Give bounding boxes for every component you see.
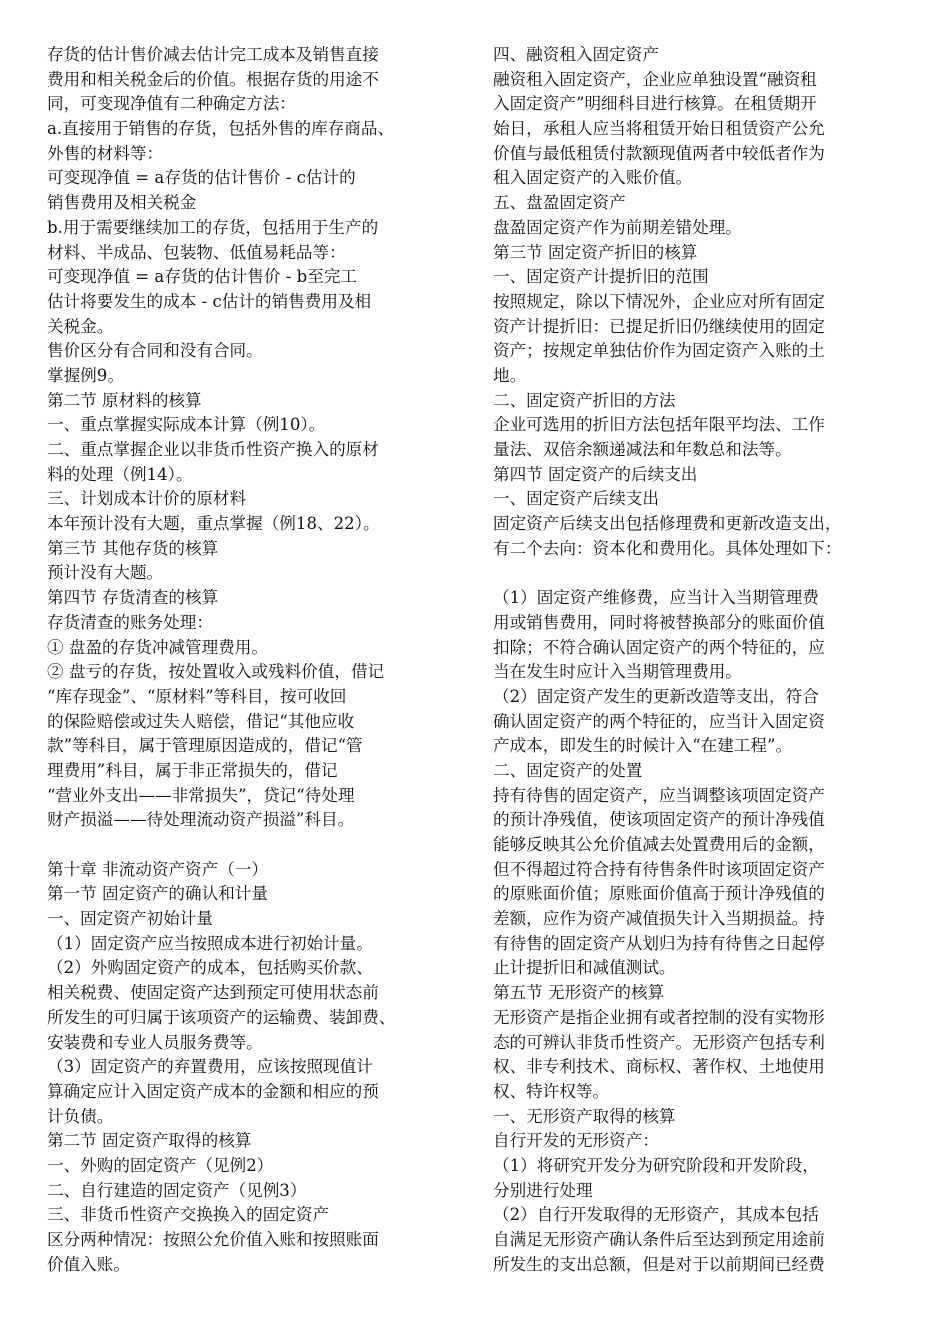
right-column-line: （2）自行开发取得的无形资产，其成本包括	[493, 1205, 819, 1225]
right-column-line: 有待售的固定资产从划归为持有待售之日起停	[493, 933, 825, 953]
right-column-line: 确认固定资产的两个特征的，应当计入固定资	[493, 711, 825, 731]
left-column-line: 二、重点掌握企业以非货币性资产换入的原材	[47, 440, 379, 459]
right-column-line: 能够反映其公允价值减去处置费用后的金额，	[493, 835, 825, 854]
left-column-line: 所发生的可归属于该项资产的运输费、装卸费、	[47, 1007, 396, 1027]
left-text-column	[47, 43, 467, 1277]
right-column-line: 四、融资租入固定资产	[493, 45, 659, 64]
left-column-line: 安装费和专业人员服务费等。	[47, 1032, 263, 1052]
left-column-line: 存货的估计售价减去估计完工成本及销售直接	[47, 45, 379, 64]
right-column-line: 但不得超过符合持有待售条件时该项固定资产	[493, 859, 825, 879]
left-column-line: 三、非货币性资产交换换入的固定资产	[47, 1205, 330, 1225]
left-column-line: （2）外购固定资产的成本，包括购买价款、	[47, 958, 373, 978]
left-column-line: 财产损溢——待处理流动资产损溢”科目。	[47, 810, 355, 830]
right-column-line: 权、特许权等。	[493, 1081, 610, 1101]
left-column-line: “营业外支出——非常损失”，贷记“待处理	[47, 785, 355, 805]
right-column-line: 差额，应作为资产减值损失计入当期损益。持	[493, 909, 825, 929]
left-column-line: 外售的材料等：	[47, 143, 164, 163]
right-column-line: 二、固定资产折旧的方法	[493, 390, 676, 410]
left-column-line: 相关税费、使固定资产达到预定可使用状态前	[47, 983, 379, 1003]
left-column-line: 的保险赔偿或过失人赔偿，借记“其他应收	[47, 711, 355, 731]
left-column-line: a.直接用于销售的存货，包括外售的库存商品、	[47, 119, 395, 139]
right-column-line: 五、盘盈固定资产	[493, 193, 626, 213]
left-column-line: 存货清查的账务处理：	[47, 612, 213, 632]
left-column-line: （1）固定资产应当按照成本进行初始计量。	[47, 933, 373, 953]
left-column-line: 关税金。	[47, 316, 114, 336]
left-column-line: ② 盘亏的存货，按处置收入或残料价值，借记	[47, 662, 385, 682]
right-column-line: 价值与最低租赁付款额现值两者中较低者作为	[493, 143, 825, 163]
left-column-line: ① 盘盈的存货冲减管理费用。	[47, 637, 268, 657]
left-column-line: 料的处理（例14）。	[47, 464, 193, 484]
left-column-line: 材料、半成品、包装物、低值易耗品等：	[47, 242, 346, 262]
right-column-line: 止计提折旧和减值测试。	[493, 958, 676, 978]
right-column-line: 资产计提折旧：已提足折旧仍继续使用的固定	[493, 316, 825, 336]
left-column-line: 售价区分有合同和没有合同。	[47, 341, 263, 361]
right-column-line: 企业可选用的折旧方法包括年限平均法、工作	[493, 415, 825, 435]
right-column-line: 权、非专利技术、商标权、著作权、土地使用	[493, 1057, 825, 1077]
right-column-line: 产成本，即发生的时候计入“在建工程”。	[493, 736, 793, 756]
left-column-line: 第四节 存货清查的核算	[47, 588, 219, 608]
right-column-line: （1）将研究开发分为研究阶段和开发阶段，	[493, 1155, 819, 1175]
right-column-line: （2）固定资产发生的更新改造等支出，符合	[493, 686, 819, 706]
left-column-line: 理费用”科目，属于非正常损失的，借记	[47, 760, 338, 780]
right-column-line: 当在发生时应计入当期管理费用。	[493, 662, 742, 682]
left-column-line: 销售费用及相关税金	[47, 193, 197, 213]
left-column-line: 一、外购的固定资产（见例2）	[47, 1155, 274, 1175]
left-column-line: 第一节 固定资产的确认和计量	[47, 884, 268, 904]
right-column-line: 固定资产后续支出包括修理费和更新改造支出，	[493, 514, 842, 534]
right-column-line	[493, 561, 913, 586]
left-column-line	[47, 833, 467, 858]
left-column-line: 算确定应计入固定资产成本的金额和相应的预	[47, 1081, 379, 1101]
left-column-line: 掌握例9。	[47, 365, 124, 385]
right-column-line: 一、无形资产取得的核算	[493, 1106, 676, 1126]
left-column-line: 预计没有大题。	[47, 563, 164, 583]
right-column-line: 无形资产是指企业拥有或者控制的没有实物形	[493, 1007, 825, 1027]
right-column-line: 地。	[493, 365, 527, 385]
right-column-line: 的原账面价值；原账面价值高于预计净残值的	[493, 884, 825, 904]
right-column-line: 二、固定资产的处置	[493, 760, 643, 780]
right-column-line: 资产；按规定单独估价作为固定资产入账的土	[493, 341, 825, 361]
right-column-line: 有二个去向：资本化和费用化。具体处理如下：	[493, 538, 842, 558]
right-column-line: 的预计净残值，使该项固定资产的预计净残值	[493, 810, 825, 830]
left-column-line: 一、固定资产初始计量	[47, 909, 213, 929]
left-column-line: 三、计划成本计价的原材料	[47, 489, 247, 509]
right-column-line: 所发生的支出总额，但是对于以前期间已经费	[493, 1254, 825, 1274]
left-column-line: 计负债。	[47, 1106, 114, 1126]
right-column-line: 第三节 固定资产折旧的核算	[493, 242, 698, 262]
left-column-line: 可变现净值 = a存货的估计售价 - c估计的	[47, 168, 356, 188]
left-column-line: 价值入账。	[47, 1254, 130, 1274]
left-column-line: 第三节 其他存货的核算	[47, 538, 219, 558]
left-column-line: 区分两种情况：按照公允价值入账和按照账面	[47, 1230, 379, 1249]
left-column-line: “库存现金”、“原材料”等科目，按可收回	[47, 686, 347, 706]
right-column-line: 租入固定资产的入账价值。	[493, 168, 693, 188]
right-column-line: 入固定资产”明细科目进行核算。在租赁期开	[493, 94, 817, 114]
right-column-line: 量法、双倍余额递减法和年数总和法等。	[493, 440, 792, 459]
right-column-line: 按照规定，除以下情况外，企业应对所有固定	[493, 291, 825, 311]
right-column-line: 一、固定资产计提折旧的范围	[493, 267, 709, 287]
left-column-line: 估计将要发生的成本 - c估计的销售费用及相	[47, 291, 372, 311]
left-column-line: 同，可变现净值有二种确定方法：	[47, 94, 296, 114]
right-column-line: 融资租入固定资产，企业应单独设置“融资租	[493, 69, 817, 89]
right-column-line: 第五节 无形资产的核算	[493, 983, 665, 1003]
left-column-line: b.用于需要继续加工的存货，包括用于生产的	[47, 217, 379, 237]
right-column-line: 始日，承租人应当将租赁开始日租赁资产公允	[493, 119, 825, 139]
left-column-line: 第二节 固定资产取得的核算	[47, 1131, 252, 1151]
left-column-line: 二、自行建造的固定资产（见例3）	[47, 1180, 307, 1200]
left-column-line: 本年预计没有大题，重点掌握（例18、22）。	[47, 514, 380, 534]
right-column-line: 用或销售费用，同时将被替换部分的账面价值	[493, 612, 825, 632]
left-column-line: 第十章 非流动资产资产（一）	[47, 859, 268, 879]
right-text-column	[493, 43, 913, 1277]
right-column-line: 持有待售的固定资产，应当调整该项固定资产	[493, 785, 825, 805]
right-column-line: 分别进行处理	[493, 1180, 593, 1200]
right-column-line: 态的可辨认非货币性资产。无形资产包括专利	[493, 1032, 825, 1052]
right-column-line: 第四节 固定资产的后续支出	[493, 464, 698, 484]
right-column-line: 扣除；不符合确认固定资产的两个特征的，应	[493, 637, 825, 657]
left-column-line: 一、重点掌握实际成本计算（例10）。	[47, 415, 326, 435]
left-column-line: 第二节 原材料的核算	[47, 390, 202, 410]
right-column-line: 自行开发的无形资产：	[493, 1131, 659, 1151]
left-column-line: 可变现净值 = a存货的估计售价 - b至完工	[47, 267, 358, 287]
left-column-line: （3）固定资产的弃置费用，应该按照现值计	[47, 1057, 373, 1077]
right-column-line: （1）固定资产维修费，应当计入当期管理费	[493, 588, 819, 608]
left-column-line: 费用和相关税金后的价值。根据存货的用途不	[47, 69, 379, 89]
right-column-line: 自满足无形资产确认条件后至达到预定用途前	[493, 1230, 825, 1249]
right-column-line: 盘盈固定资产作为前期差错处理。	[493, 217, 742, 237]
left-column-line: 款”等科目，属于管理原因造成的，借记“管	[47, 736, 363, 756]
right-column-line: 一、固定资产后续支出	[493, 489, 659, 509]
